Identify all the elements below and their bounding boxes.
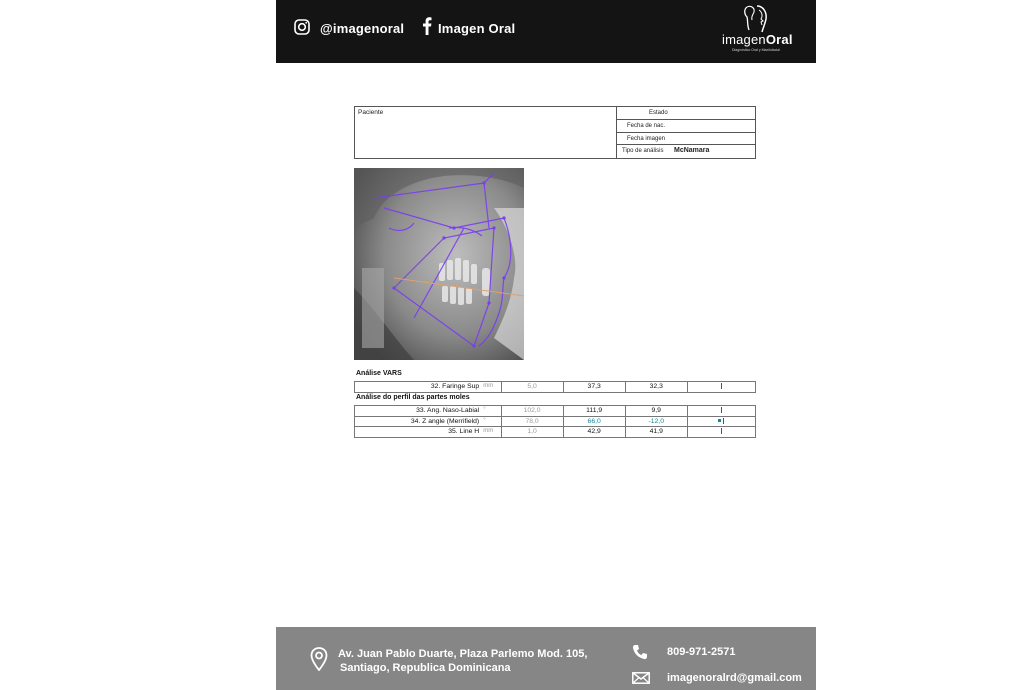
logo-wordmark xyxy=(722,32,793,47)
tipo-analisis-label: Tipo de análisis xyxy=(622,148,664,155)
perfil-table xyxy=(354,405,756,438)
measure-norm: 1,0 xyxy=(501,427,563,438)
header-bar xyxy=(276,0,816,63)
instagram-handle[interactable]: @imagenoral xyxy=(320,21,405,36)
table-row xyxy=(355,427,756,438)
measure-deviation: 9,9 xyxy=(625,406,687,417)
deviation-marker xyxy=(718,419,721,422)
facebook-name[interactable]: Imagen Oral xyxy=(438,21,516,36)
phone-number[interactable]: 809-971-2571 xyxy=(667,646,736,658)
measure-norm: 5,0 xyxy=(501,382,563,393)
measure-value: 66,0 xyxy=(563,416,625,427)
phone-icon xyxy=(632,644,648,660)
tipo-analisis-row xyxy=(617,145,756,158)
center-tick xyxy=(721,407,722,413)
measure-name: 33. Ang. Naso-Labial xyxy=(355,406,482,417)
estado-label: Estado xyxy=(649,110,668,116)
measure-norm: 78,0 xyxy=(501,416,563,427)
fecha-imagen-row xyxy=(617,133,756,146)
measure-value: 37,3 xyxy=(563,382,625,393)
mail-icon xyxy=(632,672,650,684)
center-tick xyxy=(721,428,722,434)
fecha-imagen-label: Fecha imagen xyxy=(627,135,666,142)
measure-deviation: -12,0 xyxy=(625,416,687,427)
measure-norm: 102,0 xyxy=(501,406,563,417)
patient-info-table xyxy=(354,106,756,159)
report-page xyxy=(276,0,816,690)
footer-bar xyxy=(276,627,816,690)
measure-unit: mm xyxy=(481,382,501,393)
deviation-indicator xyxy=(687,406,755,417)
table-row xyxy=(355,382,756,393)
deviation-indicator xyxy=(687,382,755,393)
tooth-face-logo-icon xyxy=(738,4,772,34)
center-tick xyxy=(723,418,724,424)
table-row xyxy=(355,416,756,427)
measure-unit: mm xyxy=(481,427,501,438)
perfil-section-title: Análise do perfil das partes moles xyxy=(356,394,470,401)
logo-tagline: Diagnóstico Oral y Maxilofacial xyxy=(732,48,780,52)
logo-text-bold: Oral xyxy=(765,32,793,47)
measure-unit: ° xyxy=(481,406,501,417)
logo-text-light: imagen xyxy=(722,32,766,47)
deviation-indicator xyxy=(687,416,755,427)
measure-name: 34. Z angle (Merrifield) xyxy=(355,416,482,427)
email-address[interactable]: imagenoralrd@gmail.com xyxy=(667,672,802,684)
vars-section-title: Análise VARS xyxy=(356,370,402,377)
location-pin-icon xyxy=(310,647,328,671)
fecha-nac-label: Fecha de nac. xyxy=(627,122,666,129)
vars-table xyxy=(354,381,756,393)
tipo-analisis-value: McNamara xyxy=(674,147,710,155)
measure-unit: ° xyxy=(481,416,501,427)
patient-info-right-column xyxy=(616,107,756,158)
measure-deviation: 41,9 xyxy=(625,427,687,438)
measure-name: 35. Line H xyxy=(355,427,482,438)
estado-row xyxy=(617,107,756,120)
address-line-2: Santiago, Republica Dominicana xyxy=(340,662,511,674)
measure-name: 32. Faringe Sup xyxy=(355,382,482,393)
deviation-indicator xyxy=(687,427,755,438)
address-line-1: Av. Juan Pablo Duarte, Plaza Parlemo Mod. 105, xyxy=(338,648,588,660)
cephalometric-xray-image xyxy=(354,168,524,360)
facebook-icon[interactable] xyxy=(422,16,432,35)
measure-deviation: 32,3 xyxy=(625,382,687,393)
measure-value: 42,9 xyxy=(563,427,625,438)
measure-value: 111,9 xyxy=(563,406,625,417)
instagram-icon[interactable] xyxy=(294,19,310,35)
table-row xyxy=(355,406,756,417)
center-tick xyxy=(721,383,722,389)
fecha-nac-row xyxy=(617,120,756,133)
paciente-label: Paciente xyxy=(358,109,384,116)
